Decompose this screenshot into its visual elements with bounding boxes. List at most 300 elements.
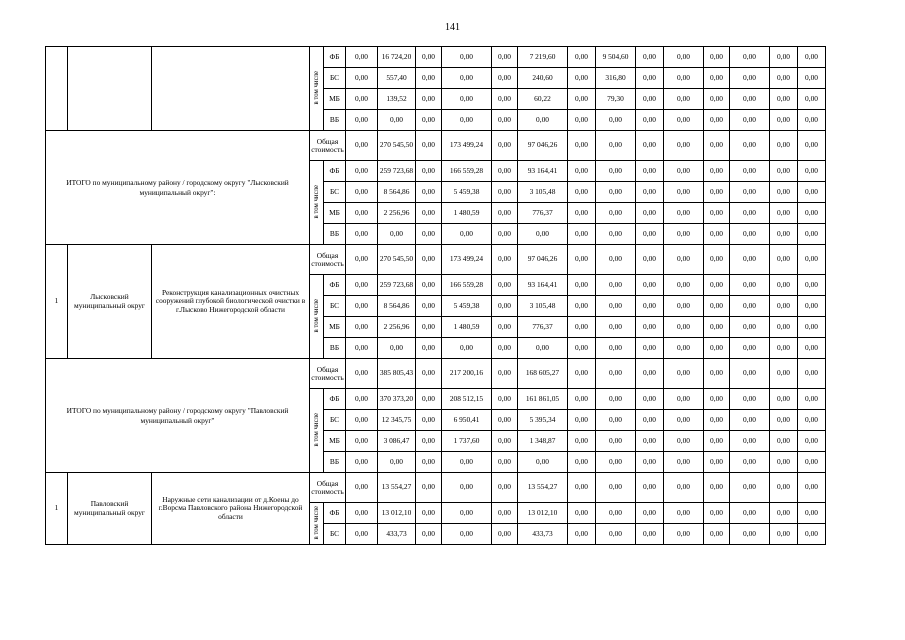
value-cell: 0,00	[704, 182, 730, 203]
value-cell: 0,00	[704, 110, 730, 131]
source-cell: ФБ	[324, 503, 346, 524]
value-cell: 0,00	[416, 224, 442, 245]
source-cell: ФБ	[324, 47, 346, 68]
value-cell: 0,00	[798, 161, 826, 182]
table-body	[46, 47, 826, 545]
value-cell: 0,00	[596, 452, 636, 473]
source-cell: МБ	[324, 317, 346, 338]
value-cell: 0,00	[568, 275, 596, 296]
value-cell: 0,00	[798, 182, 826, 203]
value-cell: 0,00	[596, 224, 636, 245]
value-cell: 0,00	[664, 389, 704, 410]
value-cell: 0,00	[770, 338, 798, 359]
value-cell: 0,00	[596, 296, 636, 317]
value-cell: 0,00	[636, 524, 664, 545]
value-cell: 259 723,68	[378, 161, 416, 182]
value-cell: 0,00	[704, 359, 730, 389]
value-cell: 0,00	[798, 338, 826, 359]
value-cell: 0,00	[770, 131, 798, 161]
value-cell: 0,00	[442, 47, 492, 68]
value-cell: 0,00	[568, 296, 596, 317]
value-cell: 6 950,41	[442, 410, 492, 431]
value-cell: 0,00	[442, 89, 492, 110]
value-cell: 0,00	[596, 182, 636, 203]
value-cell: 0,00	[730, 89, 770, 110]
value-cell: 0,00	[346, 275, 378, 296]
value-cell: 139,52	[378, 89, 416, 110]
value-cell: 3 105,48	[518, 296, 568, 317]
value-cell: 0,00	[798, 524, 826, 545]
value-cell: 0,00	[568, 524, 596, 545]
value-cell: 0,00	[704, 68, 730, 89]
value-cell: 0,00	[730, 431, 770, 452]
value-cell: 0,00	[492, 275, 518, 296]
value-cell: 0,00	[568, 452, 596, 473]
value-cell: 5 459,38	[442, 296, 492, 317]
value-cell: 0,00	[568, 317, 596, 338]
value-cell: 0,00	[416, 275, 442, 296]
value-cell: 0,00	[416, 296, 442, 317]
value-cell: 0,00	[704, 389, 730, 410]
value-cell: 433,73	[378, 524, 416, 545]
value-cell: 0,00	[704, 47, 730, 68]
value-cell: 0,00	[770, 68, 798, 89]
value-cell: 0,00	[636, 110, 664, 131]
value-cell: 385 805,43	[378, 359, 416, 389]
value-cell: 0,00	[798, 410, 826, 431]
value-cell: 0,00	[568, 47, 596, 68]
value-cell: 0,00	[568, 473, 596, 503]
value-cell: 173 499,24	[442, 131, 492, 161]
including-label: в том числе	[312, 70, 320, 105]
value-cell: 0,00	[770, 89, 798, 110]
value-cell: 3 105,48	[518, 182, 568, 203]
value-cell: 0,00	[704, 431, 730, 452]
value-cell: 0,00	[518, 338, 568, 359]
value-cell: 0,00	[416, 68, 442, 89]
budget-table	[45, 46, 826, 545]
total-cost-row	[46, 473, 826, 503]
value-cell: 0,00	[770, 359, 798, 389]
value-cell: 0,00	[798, 245, 826, 275]
value-cell: 0,00	[492, 296, 518, 317]
value-cell: 0,00	[730, 338, 770, 359]
value-cell: 0,00	[730, 275, 770, 296]
value-cell: 7 219,60	[518, 47, 568, 68]
value-cell: 0,00	[568, 410, 596, 431]
value-cell: 0,00	[492, 452, 518, 473]
value-cell: 259 723,68	[378, 275, 416, 296]
total-label: ИТОГО по муниципальному району / городскому округу "Лысковский муниципальный округ":	[46, 131, 310, 245]
value-cell: 0,00	[492, 47, 518, 68]
value-cell: 0,00	[416, 359, 442, 389]
value-cell: 0,00	[664, 68, 704, 89]
including-cell	[310, 389, 324, 473]
value-cell: 217 200,16	[442, 359, 492, 389]
value-cell: 166 559,28	[442, 161, 492, 182]
object-cell: Наружные сети канализации от д.Коены до г.Ворсма Павловского района Нижегородской области	[152, 473, 310, 545]
source-cell: БС	[324, 524, 346, 545]
value-cell: 0,00	[378, 338, 416, 359]
value-cell: 0,00	[596, 338, 636, 359]
value-cell: 0,00	[636, 359, 664, 389]
value-cell: 0,00	[596, 245, 636, 275]
value-cell: 0,00	[492, 203, 518, 224]
value-cell: 0,00	[664, 203, 704, 224]
value-cell: 0,00	[518, 110, 568, 131]
value-cell: 0,00	[346, 503, 378, 524]
value-cell: 0,00	[730, 389, 770, 410]
value-cell: 0,00	[664, 317, 704, 338]
value-cell: 0,00	[346, 47, 378, 68]
value-cell: 0,00	[416, 182, 442, 203]
value-cell: 0,00	[596, 161, 636, 182]
value-cell: 0,00	[378, 224, 416, 245]
value-cell: 0,00	[492, 431, 518, 452]
value-cell: 0,00	[416, 431, 442, 452]
source-cell: ФБ	[324, 389, 346, 410]
value-cell: 16 724,20	[378, 47, 416, 68]
value-cell: 60,22	[518, 89, 568, 110]
value-cell: 557,40	[378, 68, 416, 89]
num-cell: 1	[46, 245, 68, 359]
value-cell: 776,37	[518, 317, 568, 338]
value-cell: 0,00	[636, 389, 664, 410]
value-cell: 173 499,24	[442, 245, 492, 275]
value-cell: 0,00	[346, 224, 378, 245]
value-cell: 0,00	[596, 473, 636, 503]
value-cell: 0,00	[730, 245, 770, 275]
value-cell: 3 086,47	[378, 431, 416, 452]
value-cell: 0,00	[416, 389, 442, 410]
value-cell: 0,00	[568, 359, 596, 389]
value-cell: 13 554,27	[378, 473, 416, 503]
value-cell: 0,00	[636, 245, 664, 275]
value-cell: 0,00	[664, 110, 704, 131]
value-cell: 0,00	[346, 245, 378, 275]
total-cost-row	[46, 245, 826, 275]
value-cell: 0,00	[636, 47, 664, 68]
value-cell: 0,00	[730, 182, 770, 203]
value-cell: 0,00	[798, 296, 826, 317]
value-cell: 0,00	[492, 317, 518, 338]
num-cell: 1	[46, 473, 68, 545]
value-cell: 208 512,15	[442, 389, 492, 410]
value-cell: 0,00	[704, 503, 730, 524]
including-label: в том числе	[312, 184, 320, 219]
source-cell: МБ	[324, 431, 346, 452]
value-cell: 0,00	[664, 359, 704, 389]
value-cell: 0,00	[568, 431, 596, 452]
value-cell: 0,00	[730, 317, 770, 338]
value-cell: 0,00	[346, 389, 378, 410]
value-cell: 0,00	[416, 473, 442, 503]
value-cell: 0,00	[636, 317, 664, 338]
value-cell: 79,30	[596, 89, 636, 110]
value-cell: 0,00	[636, 296, 664, 317]
value-cell: 0,00	[730, 410, 770, 431]
value-cell: 270 545,50	[378, 245, 416, 275]
value-cell: 0,00	[636, 224, 664, 245]
total-cost-row	[46, 359, 826, 389]
value-cell: 0,00	[568, 110, 596, 131]
total-cost-row	[46, 131, 826, 161]
value-cell: 0,00	[704, 452, 730, 473]
value-cell: 0,00	[416, 338, 442, 359]
value-cell: 0,00	[442, 110, 492, 131]
value-cell: 0,00	[798, 431, 826, 452]
source-cell: БС	[324, 410, 346, 431]
value-cell: 240,60	[518, 68, 568, 89]
value-cell: 0,00	[518, 224, 568, 245]
value-cell: 0,00	[704, 410, 730, 431]
value-cell: 0,00	[798, 203, 826, 224]
value-cell: 0,00	[664, 410, 704, 431]
value-cell: 0,00	[730, 110, 770, 131]
value-cell: 0,00	[492, 182, 518, 203]
value-cell: 0,00	[798, 110, 826, 131]
object-cell-empty	[152, 47, 310, 131]
value-cell: 0,00	[568, 68, 596, 89]
value-cell: 0,00	[770, 47, 798, 68]
value-cell: 433,73	[518, 524, 568, 545]
including-cell	[310, 161, 324, 245]
value-cell: 0,00	[730, 47, 770, 68]
value-cell: 0,00	[636, 473, 664, 503]
total-cost-label: Общая стоимость	[310, 473, 346, 503]
value-cell: 0,00	[730, 296, 770, 317]
value-cell: 0,00	[730, 203, 770, 224]
value-cell: 0,00	[636, 89, 664, 110]
value-cell: 0,00	[770, 431, 798, 452]
value-cell: 161 861,05	[518, 389, 568, 410]
value-cell: 0,00	[492, 110, 518, 131]
value-cell: 0,00	[492, 68, 518, 89]
value-cell: 0,00	[636, 182, 664, 203]
value-cell: 5 459,38	[442, 182, 492, 203]
value-cell: 0,00	[442, 338, 492, 359]
value-cell: 1 737,60	[442, 431, 492, 452]
municipality-cell: Павловский муниципальный округ	[68, 473, 152, 545]
value-cell: 97 046,26	[518, 131, 568, 161]
value-cell: 0,00	[704, 203, 730, 224]
value-cell: 93 164,41	[518, 161, 568, 182]
source-cell: МБ	[324, 203, 346, 224]
value-cell: 0,00	[636, 68, 664, 89]
value-cell: 0,00	[346, 296, 378, 317]
value-cell: 0,00	[704, 224, 730, 245]
value-cell: 0,00	[636, 338, 664, 359]
value-cell: 0,00	[798, 473, 826, 503]
value-cell: 0,00	[416, 161, 442, 182]
source-cell: БС	[324, 296, 346, 317]
value-cell: 0,00	[346, 317, 378, 338]
value-cell: 0,00	[704, 131, 730, 161]
value-cell: 0,00	[798, 224, 826, 245]
value-cell: 0,00	[596, 359, 636, 389]
value-cell: 0,00	[798, 89, 826, 110]
value-cell: 0,00	[492, 89, 518, 110]
value-cell: 0,00	[596, 203, 636, 224]
value-cell: 0,00	[346, 452, 378, 473]
value-cell: 0,00	[730, 68, 770, 89]
value-cell: 0,00	[346, 524, 378, 545]
value-cell: 0,00	[770, 110, 798, 131]
source-cell: БС	[324, 68, 346, 89]
value-cell: 0,00	[770, 245, 798, 275]
value-cell: 0,00	[596, 275, 636, 296]
value-cell: 0,00	[664, 275, 704, 296]
value-cell: 8 564,86	[378, 182, 416, 203]
value-cell: 0,00	[704, 245, 730, 275]
value-cell: 0,00	[346, 182, 378, 203]
value-cell: 0,00	[346, 161, 378, 182]
total-cost-label: Общая стоимость	[310, 245, 346, 275]
value-cell: 0,00	[636, 275, 664, 296]
value-cell: 0,00	[770, 389, 798, 410]
value-cell: 0,00	[492, 410, 518, 431]
value-cell: 0,00	[730, 473, 770, 503]
value-cell: 0,00	[798, 389, 826, 410]
value-cell: 0,00	[492, 338, 518, 359]
value-cell: 0,00	[416, 317, 442, 338]
value-cell: 0,00	[636, 410, 664, 431]
value-cell: 0,00	[568, 89, 596, 110]
value-cell: 0,00	[568, 503, 596, 524]
value-cell: 12 345,75	[378, 410, 416, 431]
value-cell: 0,00	[568, 224, 596, 245]
value-cell: 0,00	[416, 47, 442, 68]
value-cell: 0,00	[492, 245, 518, 275]
source-cell: ВБ	[324, 110, 346, 131]
total-label: ИТОГО по муниципальному району / городскому округу "Павловский муниципальный округ"	[46, 359, 310, 473]
value-cell: 1 480,59	[442, 203, 492, 224]
including-label: в том числе	[312, 298, 320, 333]
value-cell: 2 256,96	[378, 203, 416, 224]
value-cell: 0,00	[798, 503, 826, 524]
including-label: в том числе	[312, 412, 320, 447]
value-cell: 0,00	[416, 203, 442, 224]
value-cell: 0,00	[636, 161, 664, 182]
value-cell: 0,00	[704, 296, 730, 317]
value-cell: 13 012,10	[378, 503, 416, 524]
including-label: в том числе	[312, 505, 320, 540]
value-cell: 0,00	[770, 275, 798, 296]
value-cell: 0,00	[664, 452, 704, 473]
page-number: 141	[445, 22, 460, 33]
value-cell: 168 605,27	[518, 359, 568, 389]
value-cell: 0,00	[492, 389, 518, 410]
value-cell: 0,00	[378, 452, 416, 473]
value-cell: 0,00	[664, 224, 704, 245]
value-cell: 0,00	[770, 224, 798, 245]
value-cell: 0,00	[730, 224, 770, 245]
value-cell: 0,00	[568, 389, 596, 410]
value-cell: 0,00	[798, 131, 826, 161]
value-cell: 0,00	[770, 524, 798, 545]
value-cell: 0,00	[346, 431, 378, 452]
value-cell: 0,00	[664, 131, 704, 161]
value-cell: 0,00	[704, 161, 730, 182]
value-cell: 0,00	[704, 338, 730, 359]
value-cell: 0,00	[596, 131, 636, 161]
source-cell: ВБ	[324, 224, 346, 245]
value-cell: 0,00	[492, 131, 518, 161]
total-cost-label: Общая стоимость	[310, 359, 346, 389]
value-cell: 776,37	[518, 203, 568, 224]
value-cell: 0,00	[346, 203, 378, 224]
value-cell: 0,00	[704, 275, 730, 296]
value-cell: 0,00	[770, 503, 798, 524]
num-cell-empty	[46, 47, 68, 131]
value-cell: 166 559,28	[442, 275, 492, 296]
value-cell: 0,00	[770, 410, 798, 431]
value-cell: 0,00	[704, 89, 730, 110]
value-cell: 0,00	[568, 245, 596, 275]
value-cell: 0,00	[770, 203, 798, 224]
value-cell: 0,00	[730, 452, 770, 473]
value-cell: 0,00	[596, 431, 636, 452]
value-cell: 0,00	[416, 524, 442, 545]
value-cell: 0,00	[798, 68, 826, 89]
source-cell: ВБ	[324, 452, 346, 473]
value-cell: 0,00	[704, 473, 730, 503]
value-cell: 0,00	[442, 473, 492, 503]
value-cell: 0,00	[416, 131, 442, 161]
value-cell: 0,00	[568, 182, 596, 203]
value-cell: 0,00	[770, 317, 798, 338]
value-cell: 2 256,96	[378, 317, 416, 338]
source-cell: БС	[324, 182, 346, 203]
value-cell: 0,00	[492, 359, 518, 389]
value-cell: 0,00	[518, 452, 568, 473]
value-cell: 0,00	[664, 296, 704, 317]
value-cell: 0,00	[730, 131, 770, 161]
value-cell: 0,00	[636, 503, 664, 524]
value-cell: 0,00	[664, 473, 704, 503]
value-cell: 270 545,50	[378, 131, 416, 161]
value-cell: 0,00	[730, 524, 770, 545]
value-cell: 0,00	[568, 131, 596, 161]
value-cell: 0,00	[596, 317, 636, 338]
value-cell: 0,00	[596, 524, 636, 545]
value-cell: 0,00	[664, 47, 704, 68]
value-cell: 0,00	[346, 338, 378, 359]
value-cell: 0,00	[492, 503, 518, 524]
source-cell: ФБ	[324, 275, 346, 296]
value-cell: 0,00	[770, 452, 798, 473]
value-cell: 8 564,86	[378, 296, 416, 317]
value-cell: 0,00	[442, 524, 492, 545]
value-cell: 0,00	[346, 68, 378, 89]
value-cell: 0,00	[770, 161, 798, 182]
value-cell: 5 395,34	[518, 410, 568, 431]
value-cell: 0,00	[416, 89, 442, 110]
value-cell: 13 554,27	[518, 473, 568, 503]
value-cell: 1 348,87	[518, 431, 568, 452]
value-cell: 0,00	[416, 110, 442, 131]
value-cell: 0,00	[730, 503, 770, 524]
value-cell: 97 046,26	[518, 245, 568, 275]
value-cell: 0,00	[636, 131, 664, 161]
value-cell: 0,00	[492, 473, 518, 503]
value-cell: 0,00	[596, 110, 636, 131]
value-cell: 0,00	[346, 359, 378, 389]
value-cell: 1 480,59	[442, 317, 492, 338]
value-cell: 0,00	[770, 296, 798, 317]
value-cell: 0,00	[416, 452, 442, 473]
value-cell: 0,00	[664, 503, 704, 524]
